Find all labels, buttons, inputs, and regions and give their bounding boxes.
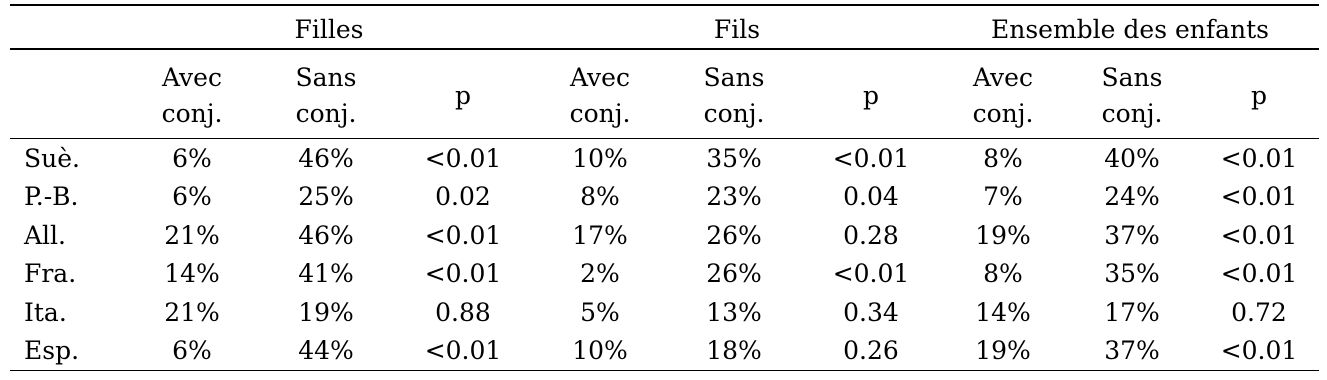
table-cell: 37%: [1104, 336, 1160, 366]
table-cell: 0.34: [843, 297, 899, 327]
sub-header-line1: p: [454, 81, 471, 110]
table-cell: <0.01: [424, 336, 502, 366]
table-cell: 10%: [572, 336, 628, 366]
table-row: [10, 178, 1319, 217]
table-cell: 25%: [298, 182, 354, 212]
table-row: [10, 255, 1319, 294]
table-cell: 6%: [172, 336, 212, 366]
sub-header-cell: [941, 54, 1065, 139]
group-header-fils: Fils: [713, 14, 761, 44]
table-row: [10, 293, 1319, 332]
group-header-ensemble: Ensemble des enfants: [990, 14, 1270, 44]
sub-header-line1: p: [1250, 81, 1267, 110]
sub-header-line2: conj.: [972, 99, 1034, 128]
sub-header-line1: Sans: [295, 63, 357, 92]
table-cell: 35%: [1104, 259, 1160, 289]
sub-header-line2: conj.: [295, 99, 357, 128]
table-cell: 21%: [164, 297, 220, 327]
sub-header-line2: conj.: [569, 99, 631, 128]
sub-header-line1: Sans: [703, 63, 765, 92]
table-cell: 23%: [706, 182, 762, 212]
sub-header-cell: [1065, 54, 1199, 139]
row-label: Esp.: [24, 336, 80, 366]
table-cell: 40%: [1104, 143, 1160, 173]
table-cell: <0.01: [832, 143, 910, 173]
table-cell: <0.01: [1220, 143, 1298, 173]
table-cell: 0.28: [843, 220, 899, 250]
table-cell: 17%: [572, 220, 628, 250]
table-cell: 46%: [298, 143, 354, 173]
group-header-filles: Filles: [294, 14, 364, 44]
row-label: Fra.: [24, 259, 77, 289]
table-cell: <0.01: [424, 259, 502, 289]
sub-header-cell: [801, 54, 941, 139]
row-label: All.: [24, 220, 66, 250]
table-cell: 19%: [975, 220, 1031, 250]
table-cell: 44%: [298, 336, 354, 366]
table-cell: 26%: [706, 220, 762, 250]
table-cell: 10%: [572, 143, 628, 173]
sub-header-line1: Avec: [570, 63, 630, 92]
sub-header-cell: [667, 54, 801, 139]
sub-header-row: [10, 54, 1319, 139]
sub-header-cell: [533, 54, 667, 139]
corner-cell-sub: [10, 54, 125, 139]
results-table: [10, 4, 1319, 371]
table-cell: 26%: [706, 259, 762, 289]
row-label: Ita.: [24, 297, 67, 327]
table-cell: 6%: [172, 143, 212, 173]
table-cell: 0.88: [435, 297, 491, 327]
table-cell: 6%: [172, 182, 212, 212]
table-cell: 7%: [983, 182, 1023, 212]
table-cell: 24%: [1104, 182, 1160, 212]
table-cell: <0.01: [1220, 220, 1298, 250]
corner-cell: [10, 10, 125, 49]
row-label: Suè.: [24, 143, 80, 173]
row-label: P.-B.: [24, 182, 79, 212]
table-cell: <0.01: [832, 259, 910, 289]
table-cell: 46%: [298, 220, 354, 250]
bottom-rule: [10, 371, 1319, 372]
table-row: [10, 216, 1319, 255]
table-cell: 19%: [975, 336, 1031, 366]
table-cell: 13%: [706, 297, 762, 327]
table-cell: 35%: [706, 143, 762, 173]
table-row: [10, 139, 1319, 178]
table-cell: 0.72: [1231, 297, 1287, 327]
table-cell: 18%: [706, 336, 762, 366]
table-cell: 19%: [298, 297, 354, 327]
table-cell: 5%: [580, 297, 620, 327]
table-cell: 41%: [298, 259, 354, 289]
table-row: [10, 332, 1319, 371]
group-header-row: [10, 10, 1319, 49]
sub-header-line2: conj.: [1101, 99, 1163, 128]
sub-header-line1: Avec: [973, 63, 1033, 92]
table-cell: 8%: [983, 143, 1023, 173]
table-cell: 14%: [164, 259, 220, 289]
sub-header-line1: Avec: [162, 63, 222, 92]
table-cell: <0.01: [1220, 336, 1298, 366]
table-cell: 0.26: [843, 336, 899, 366]
table-cell: 8%: [983, 259, 1023, 289]
table-cell: <0.01: [424, 220, 502, 250]
sub-header-line2: conj.: [703, 99, 765, 128]
table-cell: 8%: [580, 182, 620, 212]
sub-header-cell: [125, 54, 259, 139]
table-cell: <0.01: [1220, 259, 1298, 289]
table-cell: <0.01: [424, 143, 502, 173]
table-cell: 2%: [580, 259, 620, 289]
table-cell: 0.04: [843, 182, 899, 212]
table-cell: 14%: [975, 297, 1031, 327]
sub-header-cell: [393, 54, 533, 139]
sub-header-line1: Sans: [1101, 63, 1163, 92]
table-body: [10, 139, 1319, 371]
table-cell: 37%: [1104, 220, 1160, 250]
table-cell: <0.01: [1220, 182, 1298, 212]
sub-header-line1: p: [862, 81, 879, 110]
sub-header-line2: conj.: [161, 99, 223, 128]
sub-header-cell: [259, 54, 393, 139]
table-cell: 17%: [1104, 297, 1160, 327]
table-cell: 21%: [164, 220, 220, 250]
sub-header-cell: [1199, 54, 1319, 139]
table-cell: 0.02: [435, 182, 491, 212]
